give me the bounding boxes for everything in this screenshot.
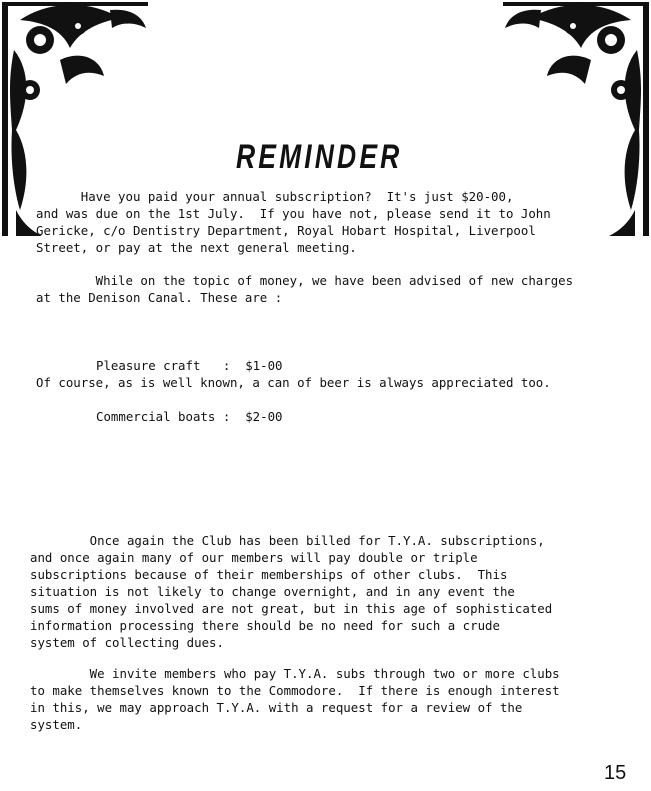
fee-amount: $2-00 [245,409,283,424]
page-number: 15 [604,762,627,784]
fee-label: Commercial boats : [96,409,231,424]
page-title: REMINDER [236,138,403,176]
fee-label: Pleasure craft : [96,358,231,373]
subscription-paragraph: Have you paid your annual subscription? It's just $20-00, and was due on the 1st July. If you have not, please send it to John Gericke, c/o Dentistry Department, Royal Hobart Hospital, Liverpool Street, or pay at the next general meeting. [36,189,551,255]
money-paragraph: While on the topic of money, we have been advised of new charges at the Denison Canal. These are : [36,273,574,305]
invite-paragraph: We invite members who pay T.Y.A. subs through two or more clubs to make themselves known to the Commodore. If there is enough interest in this, we may approach T.Y.A. with a request for a review of the system. [30,666,560,732]
fee-row [96,357,283,374]
beer-paragraph: Of course, as is well known, a can of beer is always appreciated too. [36,375,551,390]
fee-row [96,408,283,425]
tya-billing-paragraph: Once again the Club has been billed for T.Y.A. subscriptions, and once again many of our members will pay double or triple subscriptions because of their memberships of other clubs. This situation is not likely to change overnight, and in any event the sums of money involved are not great, but in this age of sophisticated information processing there should be no need for such a crude system of collecting dues. [30,533,553,650]
fee-amount: $1-00 [245,358,283,373]
